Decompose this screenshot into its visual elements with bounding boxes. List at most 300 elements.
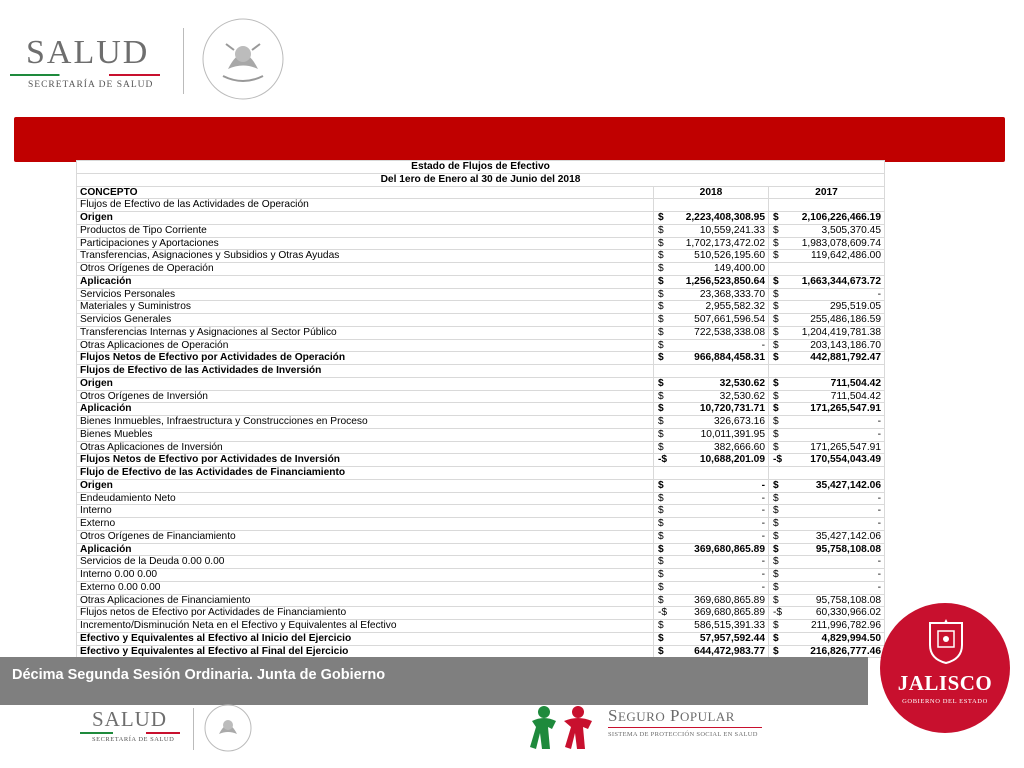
amount-2018-cell (654, 556, 769, 569)
amount-value: 149,400.00 (714, 263, 765, 275)
currency-symbol: $ (658, 339, 664, 351)
amount-2018-cell (654, 454, 769, 467)
concept-cell: Flujos de Efectivo de las Actividades de Operación (77, 199, 654, 212)
table-row (77, 212, 885, 225)
concept-cell: Otras Aplicaciones de Inversión (77, 441, 654, 454)
amount-2018-cell (654, 467, 769, 480)
table-row (77, 301, 885, 314)
amount-2018-cell (654, 314, 769, 327)
amount-2017-cell (769, 237, 885, 250)
currency-symbol: $ (773, 352, 779, 364)
concept-cell: Efectivo y Equivalentes al Efectivo al Inicio del Ejercicio (77, 632, 654, 645)
amount-value: 2,106,226,466.19 (801, 212, 882, 224)
amount-2017-cell (769, 632, 885, 645)
concept-cell: Transferencias, Asignaciones y Subsidios y Otras Ayudas (77, 250, 654, 263)
currency-symbol: $ (658, 326, 664, 338)
amount-2018-cell (654, 237, 769, 250)
salud-wordmark: SALUD (26, 34, 150, 71)
table-row (77, 645, 885, 658)
currency-symbol: $ (773, 377, 779, 389)
salud-logo (10, 36, 170, 90)
table-row (77, 479, 885, 492)
amount-2017-cell (769, 288, 885, 301)
currency-symbol: $ (773, 645, 779, 657)
amount-2018-cell (654, 275, 769, 288)
amount-value: - (877, 518, 882, 530)
amount-value: 369,680,865.89 (694, 594, 765, 606)
table-row (77, 594, 885, 607)
col-header-2018: 2018 (654, 186, 769, 199)
amount-value: - (761, 479, 765, 491)
amount-value: - (761, 505, 765, 517)
amount-value: 442,881,792.47 (810, 352, 882, 364)
col-header-2017: 2017 (769, 186, 885, 199)
jalisco-subtitle: GOBIERNO DEL ESTADO (902, 698, 988, 705)
salud-tricolor-line (10, 74, 160, 76)
amount-value: 1,983,078,609.74 (801, 237, 882, 249)
concept-cell: Aplicación (77, 275, 654, 288)
currency-symbol: $ (658, 416, 664, 428)
amount-value: - (761, 569, 765, 581)
currency-symbol: $ (773, 288, 779, 300)
currency-symbol: -$ (773, 607, 783, 619)
concept-cell: Efectivo y Equivalentes al Efectivo al Final del Ejercicio (77, 645, 654, 658)
table-row (77, 275, 885, 288)
amount-2017-cell (769, 492, 885, 505)
concept-cell: Flujo de Efectivo de las Actividades de Financiamiento (77, 467, 654, 480)
currency-symbol: $ (658, 556, 664, 568)
amount-value: 171,265,547.91 (810, 403, 882, 415)
currency-symbol: $ (773, 326, 779, 338)
concept-cell: Endeudamiento Neto (77, 492, 654, 505)
amount-2018-cell (654, 377, 769, 390)
amount-2018-cell (654, 441, 769, 454)
amount-2017-cell (769, 543, 885, 556)
amount-2018-cell (654, 518, 769, 531)
table-title-row (77, 161, 885, 174)
amount-2018-cell (654, 352, 769, 365)
table-subtitle-row (77, 173, 885, 186)
table-header-row (77, 186, 885, 199)
amount-2018-cell (654, 620, 769, 633)
amount-value: 1,204,419,781.38 (801, 326, 882, 338)
currency-symbol: $ (658, 237, 664, 249)
amount-2017-cell (769, 569, 885, 582)
concept-cell: Otras Aplicaciones de Financiamiento (77, 594, 654, 607)
currency-symbol: $ (773, 479, 779, 491)
currency-symbol: $ (773, 390, 779, 402)
table-row (77, 416, 885, 429)
cash-flow-statement (76, 160, 884, 658)
table-row (77, 339, 885, 352)
currency-symbol: $ (658, 314, 664, 326)
currency-symbol: $ (773, 569, 779, 581)
currency-symbol: $ (658, 569, 664, 581)
currency-symbol: $ (773, 581, 779, 593)
footer-banner (0, 657, 868, 705)
sp-initial-s: S (608, 706, 618, 725)
amount-value: - (877, 569, 882, 581)
currency-symbol: $ (658, 581, 664, 593)
amount-value: 35,427,142.06 (815, 530, 882, 542)
currency-symbol: $ (658, 441, 664, 453)
concept-cell: Aplicación (77, 543, 654, 556)
table-row (77, 199, 885, 212)
jalisco-logo (880, 603, 1010, 733)
currency-symbol: -$ (773, 454, 783, 466)
currency-symbol: $ (773, 314, 779, 326)
concept-cell: Bienes Inmuebles, Infraestructura y Construcciones en Proceso (77, 416, 654, 429)
concept-cell: Participaciones y Aportaciones (77, 237, 654, 250)
amount-2017-cell (769, 428, 885, 441)
concept-cell: Flujos de Efectivo de las Actividades de Inversión (77, 365, 654, 378)
currency-symbol: $ (658, 505, 664, 517)
amount-value: 170,554,043.49 (810, 454, 882, 466)
currency-symbol: $ (658, 594, 664, 606)
logo-divider (183, 28, 184, 94)
concept-cell: Servicios de la Deuda 0.00 0.00 (77, 556, 654, 569)
amount-value: 216,826,777.46 (810, 645, 882, 657)
amount-value: 1,256,523,850.64 (685, 275, 765, 287)
amount-2018-cell (654, 263, 769, 276)
table-row (77, 632, 885, 645)
currency-symbol: $ (773, 594, 779, 606)
amount-2018-cell (654, 212, 769, 225)
currency-symbol: $ (658, 645, 664, 657)
amount-value: 507,661,596.54 (694, 314, 765, 326)
amount-value: 382,666.60 (714, 441, 765, 453)
currency-symbol: $ (773, 543, 779, 555)
amount-value: - (761, 581, 765, 593)
table-row (77, 224, 885, 237)
amount-value: 966,884,458.31 (694, 352, 765, 364)
amount-2017-cell (769, 454, 885, 467)
amount-value: 644,472,983.77 (694, 645, 765, 657)
amount-2018-cell (654, 301, 769, 314)
concept-cell: Externo (77, 518, 654, 531)
amount-value: 4,829,994.50 (821, 632, 882, 644)
currency-symbol: $ (658, 224, 664, 236)
amount-value: 211,996,782.96 (810, 620, 882, 632)
amount-value: 95,758,108.08 (815, 594, 882, 606)
amount-value: - (877, 416, 882, 428)
table-row (77, 581, 885, 594)
amount-2018-cell (654, 365, 769, 378)
amount-value: 369,680,865.89 (694, 543, 765, 555)
concept-cell: Otros Orígenes de Operación (77, 263, 654, 276)
table-row (77, 505, 885, 518)
currency-symbol: $ (773, 518, 779, 530)
seguro-popular-title (608, 706, 735, 726)
amount-2017-cell (769, 416, 885, 429)
currency-symbol: -$ (658, 454, 668, 466)
amount-value: 1,702,173,472.02 (685, 237, 765, 249)
amount-2017-cell (769, 326, 885, 339)
amount-2017-cell (769, 518, 885, 531)
amount-value: 2,955,582.32 (705, 301, 765, 313)
amount-2017-cell (769, 212, 885, 225)
currency-symbol: $ (658, 428, 664, 440)
amount-2017-cell (769, 556, 885, 569)
concept-cell: Origen (77, 479, 654, 492)
table-row (77, 403, 885, 416)
concept-cell: Flujos netos de Efectivo por Actividades de Financiamiento (77, 607, 654, 620)
table-row (77, 492, 885, 505)
salud-logo-bottom (80, 708, 190, 743)
table-row (77, 250, 885, 263)
amount-2017-cell (769, 467, 885, 480)
amount-value: 10,559,241.33 (699, 224, 765, 236)
concept-cell: Origen (77, 377, 654, 390)
seguro-popular-figures-icon (528, 703, 598, 751)
currency-symbol: $ (658, 632, 664, 644)
logo-divider-bottom (193, 708, 194, 750)
currency-symbol: $ (773, 556, 779, 568)
currency-symbol: $ (658, 479, 664, 491)
amount-value: 295,519.05 (830, 301, 882, 313)
concept-cell: Origen (77, 212, 654, 225)
table-row (77, 288, 885, 301)
amount-2017-cell (769, 365, 885, 378)
currency-symbol: $ (658, 377, 664, 389)
currency-symbol: $ (773, 250, 779, 262)
salud-wordmark-bottom: SALUD (92, 707, 168, 731)
currency-symbol: $ (658, 352, 664, 364)
amount-2018-cell (654, 390, 769, 403)
table-subtitle: Del 1ero de Enero al 30 de Junio del 2018 (77, 173, 885, 186)
amount-2017-cell (769, 314, 885, 327)
currency-symbol: $ (658, 390, 664, 402)
seguro-popular-line (608, 727, 762, 728)
salud-subtitle: SECRETARÍA DE SALUD (28, 80, 154, 90)
amount-value: - (877, 556, 882, 568)
amount-2017-cell (769, 607, 885, 620)
currency-symbol: $ (658, 620, 664, 632)
sp-rest-eguro: EGURO (617, 709, 666, 724)
currency-symbol: $ (773, 212, 779, 224)
amount-2017-cell (769, 390, 885, 403)
col-header-concepto: CONCEPTO (77, 186, 654, 199)
concept-cell: Incremento/Disminución Neta en el Efectivo y Equivalentes al Efectivo (77, 620, 654, 633)
amount-2018-cell (654, 645, 769, 658)
amount-2017-cell (769, 352, 885, 365)
currency-symbol: $ (773, 492, 779, 504)
amount-value: 255,486,186.59 (810, 314, 882, 326)
concept-cell: Otros Orígenes de Financiamiento (77, 530, 654, 543)
amount-value: 171,265,547.91 (810, 441, 882, 453)
amount-value: 35,427,142.06 (815, 479, 882, 491)
amount-2018-cell (654, 569, 769, 582)
concept-cell: Transferencias Internas y Asignaciones al Sector Público (77, 326, 654, 339)
amount-2018-cell (654, 416, 769, 429)
table-row (77, 530, 885, 543)
table-row (77, 365, 885, 378)
amount-value: - (761, 530, 765, 542)
currency-symbol: $ (658, 492, 664, 504)
amount-value: 57,957,592.44 (699, 632, 765, 644)
amount-2018-cell (654, 403, 769, 416)
sp-rest-opular: OPULAR (679, 709, 735, 724)
mexico-seal-bottom-icon (202, 702, 254, 754)
currency-symbol: $ (658, 530, 664, 542)
amount-value: 60,330,966.02 (815, 607, 882, 619)
table-row (77, 556, 885, 569)
table-row (77, 569, 885, 582)
concept-cell: Otras Aplicaciones de Operación (77, 339, 654, 352)
concept-cell: Aplicación (77, 403, 654, 416)
amount-value: 711,504.42 (830, 377, 882, 389)
amount-value: 10,011,391.95 (700, 428, 765, 440)
table-row (77, 607, 885, 620)
amount-2018-cell (654, 339, 769, 352)
concept-cell: Flujos Netos de Efectivo por Actividades de Operación (77, 352, 654, 365)
table-title: Estado de Flujos de Efectivo (77, 161, 885, 174)
amount-2017-cell (769, 224, 885, 237)
amount-value: 32,530.62 (719, 390, 765, 402)
table-row (77, 428, 885, 441)
salud-subtitle-bottom: SECRETARÍA DE SALUD (92, 736, 175, 743)
concept-cell: Flujos Netos de Efectivo por Actividades de Inversión (77, 454, 654, 467)
amount-2018-cell (654, 492, 769, 505)
table-row (77, 326, 885, 339)
concept-cell: Bienes Muebles (77, 428, 654, 441)
amount-2017-cell (769, 263, 885, 276)
session-title: Décima Segunda Sesión Ordinaria. Junta de Gobierno (12, 667, 386, 683)
concept-cell: Externo 0.00 0.00 (77, 581, 654, 594)
mexico-seal-icon (198, 14, 288, 104)
amount-2017-cell (769, 275, 885, 288)
currency-symbol: $ (773, 237, 779, 249)
currency-symbol: $ (773, 530, 779, 542)
currency-symbol: $ (773, 441, 779, 453)
table-row (77, 352, 885, 365)
amount-value: 32,530.62 (719, 377, 765, 389)
amount-2018-cell (654, 199, 769, 212)
amount-2017-cell (769, 199, 885, 212)
concept-cell: Otros Orígenes de Inversión (77, 390, 654, 403)
amount-value: 23,368,333.70 (699, 288, 765, 300)
currency-symbol: $ (773, 301, 779, 313)
table-row (77, 390, 885, 403)
amount-value: 369,680,865.89 (694, 607, 765, 619)
amount-value: 586,515,391.33 (694, 620, 765, 632)
amount-value: 3,505,370.45 (821, 224, 882, 236)
currency-symbol: $ (773, 403, 779, 415)
amount-value: 711,504.42 (830, 390, 882, 402)
amount-2017-cell (769, 250, 885, 263)
table-row (77, 454, 885, 467)
cash-flow-table (76, 160, 885, 658)
concept-cell: Materiales y Suministros (77, 301, 654, 314)
amount-2018-cell (654, 428, 769, 441)
amount-2018-cell (654, 607, 769, 620)
sp-initial-p: P (670, 706, 680, 725)
amount-value: 2,223,408,308.95 (685, 212, 765, 224)
amount-2018-cell (654, 632, 769, 645)
amount-2018-cell (654, 224, 769, 237)
amount-value: - (761, 339, 765, 351)
currency-symbol: $ (773, 224, 779, 236)
amount-2018-cell (654, 326, 769, 339)
currency-symbol: $ (658, 288, 664, 300)
amount-2017-cell (769, 505, 885, 518)
amount-2017-cell (769, 620, 885, 633)
amount-2018-cell (654, 479, 769, 492)
currency-symbol: $ (658, 263, 664, 275)
amount-value: - (761, 518, 765, 530)
table-row (77, 377, 885, 390)
amount-value: 722,538,338.08 (694, 326, 765, 338)
currency-symbol: $ (658, 518, 664, 530)
currency-symbol: $ (773, 416, 779, 428)
table-row (77, 441, 885, 454)
amount-2018-cell (654, 505, 769, 518)
currency-symbol: $ (773, 428, 779, 440)
amount-2017-cell (769, 339, 885, 352)
currency-symbol: $ (658, 250, 664, 262)
currency-symbol: $ (658, 275, 664, 287)
table-row (77, 314, 885, 327)
currency-symbol: $ (658, 212, 664, 224)
amount-value: 10,720,731.71 (699, 403, 765, 415)
table-row (77, 467, 885, 480)
amount-2017-cell (769, 403, 885, 416)
amount-value: - (877, 581, 882, 593)
currency-symbol: $ (773, 339, 779, 351)
concept-cell: Servicios Generales (77, 314, 654, 327)
table-row (77, 237, 885, 250)
amount-value: - (761, 492, 765, 504)
concept-cell: Productos de Tipo Corriente (77, 224, 654, 237)
amount-2018-cell (654, 543, 769, 556)
jalisco-wordmark: JALISCO (897, 671, 993, 695)
amount-2017-cell (769, 441, 885, 454)
table-row (77, 518, 885, 531)
currency-symbol: $ (658, 403, 664, 415)
currency-symbol: $ (773, 275, 779, 287)
concept-cell: Interno 0.00 0.00 (77, 569, 654, 582)
amount-value: - (877, 492, 882, 504)
table-row (77, 543, 885, 556)
amount-2017-cell (769, 594, 885, 607)
currency-symbol: $ (773, 620, 779, 632)
title-band (14, 117, 1005, 162)
amount-2017-cell (769, 645, 885, 658)
amount-value: - (877, 505, 882, 517)
currency-symbol: -$ (658, 607, 668, 619)
amount-value: 1,663,344,673.72 (801, 275, 882, 287)
amount-value: 326,673.16 (714, 416, 765, 428)
amount-2017-cell (769, 301, 885, 314)
amount-2017-cell (769, 581, 885, 594)
amount-value: 10,688,201.09 (699, 454, 765, 466)
table-row (77, 620, 885, 633)
amount-2018-cell (654, 288, 769, 301)
amount-2018-cell (654, 250, 769, 263)
amount-2018-cell (654, 594, 769, 607)
amount-value: - (761, 556, 765, 568)
currency-symbol: $ (773, 632, 779, 644)
amount-2018-cell (654, 530, 769, 543)
salud-tricolor-line-bottom (80, 732, 180, 734)
jalisco-shield-icon (926, 619, 966, 665)
amount-2017-cell (769, 479, 885, 492)
amount-2017-cell (769, 530, 885, 543)
currency-symbol: $ (658, 301, 664, 313)
currency-symbol: $ (658, 543, 664, 555)
amount-2017-cell (769, 377, 885, 390)
amount-value: 203,143,186.70 (810, 339, 882, 351)
